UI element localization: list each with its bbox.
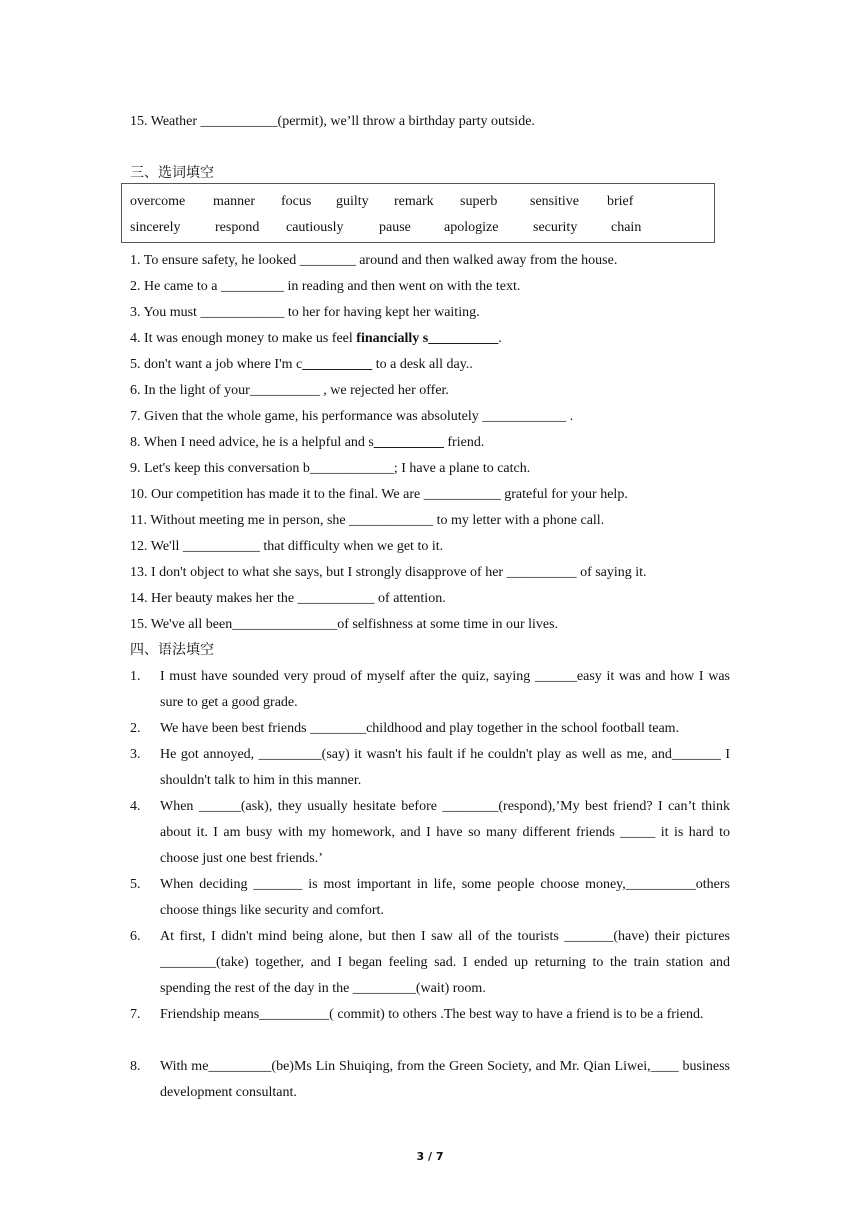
grammar-item-6 — [130, 924, 730, 1002]
grammar-item-text: When ______(ask), they usually hesitate before ________(respond),’My best friend? I can’t think about it. I am busy with my homework, and I have so many different friends _____ it is hard to choose just one best friends.’ — [160, 799, 730, 866]
vocab-item-14: 14. Her beauty makes her the ___________ of attention. — [130, 591, 446, 606]
word-bank-word: focus — [281, 194, 312, 209]
grammar-item-2 — [130, 716, 730, 742]
vocab-item-15: 15. We've all been_______________of selfishness at some time in our lives. — [130, 617, 559, 632]
vocab-item-13: 13. I don't object to what she says, but I strongly disapprove of her __________ of saying it. — [130, 565, 647, 580]
vocab-item-8-end: friend. — [443, 435, 485, 450]
grammar-item-number: 8. — [130, 1059, 141, 1074]
vocab-item-4 — [130, 329, 502, 349]
section-4-heading: 四、语法填空 — [130, 642, 214, 658]
word-bank-word: brief — [607, 194, 634, 209]
vocab-item-7: 7. Given that the whole game, his performance was absolutely ____________ . — [130, 409, 574, 424]
previous-item-15: 15. Weather ___________(permit), we’ll throw a birthday party outside. — [130, 114, 535, 129]
grammar-item-3 — [130, 742, 730, 794]
page-number: 3 / 7 — [416, 1150, 444, 1163]
grammar-item-number: 6. — [130, 929, 141, 944]
word-bank-row-2 — [122, 218, 716, 238]
word-bank-word: sincerely — [130, 220, 181, 235]
grammar-item-number: 1. — [130, 669, 141, 684]
grammar-item-text: Friendship means__________( commit) to others .The best way to have a friend is to be a friend. — [160, 1007, 704, 1022]
vocab-item-4-bold: financially s__________ — [356, 331, 499, 346]
grammar-item-text: I must have sounded very proud of myself after the quiz, saying ______easy it was and how I was sure to get a good grade. — [160, 669, 730, 710]
word-bank-word: overcome — [130, 194, 186, 209]
grammar-item-number: 5. — [130, 877, 141, 892]
vocab-item-8 — [130, 433, 484, 453]
grammar-item-text: He got annoyed, _________(say) it wasn't his fault if he couldn't play as well as me, and_______ I shouldn't talk to him in this manner. — [160, 747, 730, 788]
vocab-item-5-end: to a desk all day.. — [372, 357, 473, 372]
word-bank-word: chain — [611, 220, 642, 235]
vocab-item-3: 3. You must ____________ to her for having kept her waiting. — [130, 305, 480, 320]
vocab-item-5 — [130, 355, 473, 375]
word-bank-word: pause — [379, 220, 411, 235]
grammar-item-text: With me_________(be)Ms Lin Shuiqing, from the Green Society, and Mr. Qian Liwei,____ business development consultant. — [160, 1059, 730, 1100]
word-bank-word: cautiously — [286, 220, 344, 235]
word-bank-word: sensitive — [530, 194, 579, 209]
grammar-item-number: 2. — [130, 721, 141, 736]
word-bank-word: manner — [213, 194, 255, 209]
grammar-item-8 — [130, 1054, 730, 1106]
vocab-item-9: 9. Let's keep this conversation b____________; I have a plane to catch. — [130, 461, 531, 476]
word-bank-word: apologize — [444, 220, 499, 235]
grammar-item-number: 3. — [130, 747, 141, 762]
grammar-item-text: We have been best friends ________childhood and play together in the school football team. — [160, 721, 680, 736]
word-bank-word: respond — [215, 220, 260, 235]
word-bank-word: guilty — [336, 194, 369, 209]
grammar-item-5 — [130, 872, 730, 924]
vocab-item-1: 1. To ensure safety, he looked ________ around and then walked away from the house. — [130, 253, 618, 268]
vocab-item-4-text: 4. It was enough money to make us feel — [130, 331, 357, 346]
vocab-item-5-blank: __________ — [302, 357, 373, 372]
word-bank-word: security — [533, 220, 578, 235]
grammar-item-number: 7. — [130, 1007, 141, 1022]
word-bank-row-1 — [122, 192, 716, 212]
grammar-item-number: 4. — [130, 799, 141, 814]
grammar-item-1 — [130, 664, 730, 716]
word-bank-word: superb — [460, 194, 498, 209]
vocab-item-4-end: . — [498, 331, 502, 346]
vocab-item-12: 12. We'll ___________ that difficulty when we get to it. — [130, 539, 444, 554]
vocab-item-6: 6. In the light of your__________ , we rejected her offer. — [130, 383, 449, 398]
vocab-item-10: 10. Our competition has made it to the final. We are ___________ grateful for your help. — [130, 487, 628, 502]
vocab-item-2: 2. He came to a _________ in reading and then went on with the text. — [130, 279, 521, 294]
grammar-item-text: At first, I didn't mind being alone, but then I saw all of the tourists _______(have) their pictures ________(take) together, and I began feeling sad. I ended up returning to the train station and spending the rest of the day in the _________(wait) room. — [160, 929, 730, 996]
vocab-item-5-text: 5. don't want a job where I'm c — [130, 357, 303, 372]
grammar-item-text: When deciding _______ is most important in life, some people choose money,__________others choose things like security and comfort. — [160, 877, 730, 918]
word-bank-box — [121, 183, 715, 243]
vocab-item-8-text: 8. When I need advice, he is a helpful and s — [130, 435, 374, 450]
word-bank-word: remark — [394, 194, 434, 209]
grammar-item-4 — [130, 794, 730, 872]
vocab-item-11: 11. Without meeting me in person, she ____________ to my letter with a phone call. — [130, 513, 605, 528]
section-3-heading: 三、选词填空 — [130, 165, 214, 181]
grammar-item-7 — [130, 1002, 730, 1028]
vocab-item-8-blank: __________ — [373, 435, 444, 450]
